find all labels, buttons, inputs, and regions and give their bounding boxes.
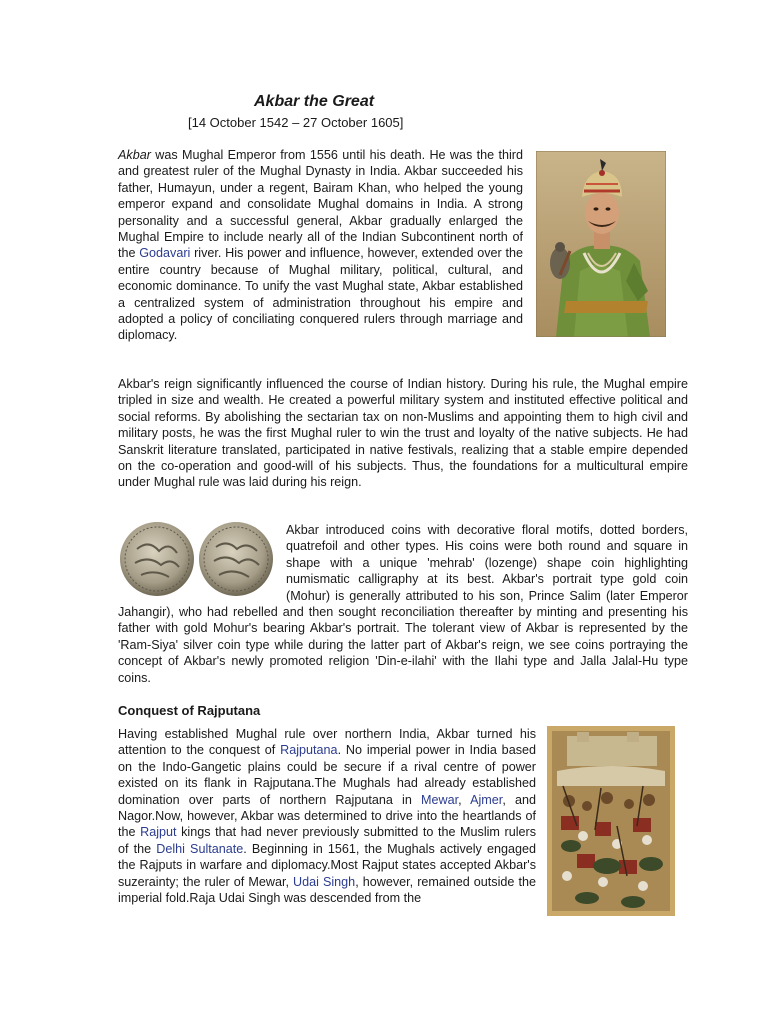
rajput-link[interactable]: Rajput [140, 825, 177, 840]
akbar-italic: Akbar [118, 148, 151, 162]
reign-paragraph-block [118, 376, 688, 491]
intro-text-1: was Mughal Emperor from 1556 until his death. He was the third and greatest ruler of the Mughal Dynasty in India. Akbar succeeded his father, Humayun, under a regent, Bairam Khan, who helped the young emperor expand and consolidate Mughal domains in India. A strong personality and a successful general, Akbar gradually enlarged the Mughal Empire to include nearly all of the Indian Subcontinent north of the [118, 148, 523, 261]
intro-paragraph [118, 147, 523, 344]
coin-right [199, 522, 273, 596]
raj-text-4: , and Nagor.Now, however, Akbar was determined to drive into the heartlands of the [118, 792, 537, 840]
intro-text-2: river. His power and influence, however, extended over the entire country because of Mughal military, political, cultural, and economic dominance. To unify the vast Mughal state, Akbar established a centralized system of administration throughout his empire and adopted a policy of conciliating conquered rulers through marriage and diplomacy. [118, 246, 523, 343]
reign-paragraph: Akbar's reign significantly influenced the course of Indian history. During his rule, the Mughal empire tripled in size and wealth. He created a powerful military system and instituted effective political and social reforms. By abolishing the sectarian tax on non-Muslims and appointing them to high civil and military posts, he was the first Mughal ruler to win the trust and loyalty of the native subjects. He had Sanskrit literature translated, participated in native festivals, realizing that a stable empire depended on the co-operation and good-will of his subjects. Thus, the foundations for a multicultural empire under Mughal rule was laid during his reign. [118, 377, 688, 490]
raj-text-5: kings that had never previously submitted to the Muslim rulers of the [118, 825, 536, 856]
section-heading-rajputana: Conquest of Rajputana [118, 703, 261, 718]
rajput-battle-painting [547, 726, 675, 916]
raj-text-6: . Beginning in 1561, the Mughals actively engaged the Rajputs in warfare and diplomacy.Most Rajput states accepted Akbar's suzerainty; the ruler of Mewar, [118, 841, 536, 889]
raj-text-2: . No imperial power in India based on the Indo-Gangetic plains could be secure if a rival centre of power existed on its flank in Rajputana.The Mughals had already established domination over parts of northern Rajputana in [118, 743, 536, 807]
delhi-sultanate-link[interactable]: Delhi Sultanate [156, 841, 244, 856]
akbar-portrait-image [536, 151, 666, 337]
life-dates: [14 October 1542 – 27 October 1605] [188, 115, 404, 130]
rajputana-paragraph [118, 726, 536, 906]
page-title: Akbar the Great [254, 93, 375, 110]
intro-paragraph-block [118, 147, 523, 344]
raj-text-3: , [458, 792, 471, 807]
raj-text-7: , however, remained outside the imperial fold.Raja Udai Singh was descended from the [118, 874, 536, 906]
rajputana-link[interactable]: Rajputana [280, 743, 338, 758]
ajmer-link[interactable]: Ajmer [470, 792, 503, 807]
coin-left [120, 522, 194, 596]
mughal-coins-image [119, 519, 275, 599]
raj-text-1: Having established Mughal rule over northern India, Akbar turned his attention to the conquest of [118, 727, 536, 758]
udai-singh-link[interactable]: Udai Singh [293, 874, 356, 889]
godavari-link[interactable]: Godavari [139, 246, 191, 261]
rajputana-paragraph-block [118, 726, 536, 906]
mewar-link[interactable]: Mewar [421, 792, 459, 807]
coins-paragraph: Akbar introduced coins with decorative floral motifs, dotted borders, quatrefoil and other types. His coins were both round and square in shape with a unique 'mehrab' (lozenge) shape coin highlighting numismatic calligraphy at its best. Akbar's portrait type gold coin (Mohur) is generally attributed to his son, Prince Salim (later Emperor Jahangir), who had rebelled and then sought reconciliation thereafter by minting and presenting his father with gold Mohur's bearing Akbar's portrait. The tolerant view of Akbar is represented by the 'Ram-Siya' silver coin type while during the latter part of Akbar's reign, we see coins portraying the concept of Akbar's newly promoted religion 'Din-e-ilahi' with the Ilahi type and Jalla Jalal-Hu type coins. [118, 523, 688, 685]
